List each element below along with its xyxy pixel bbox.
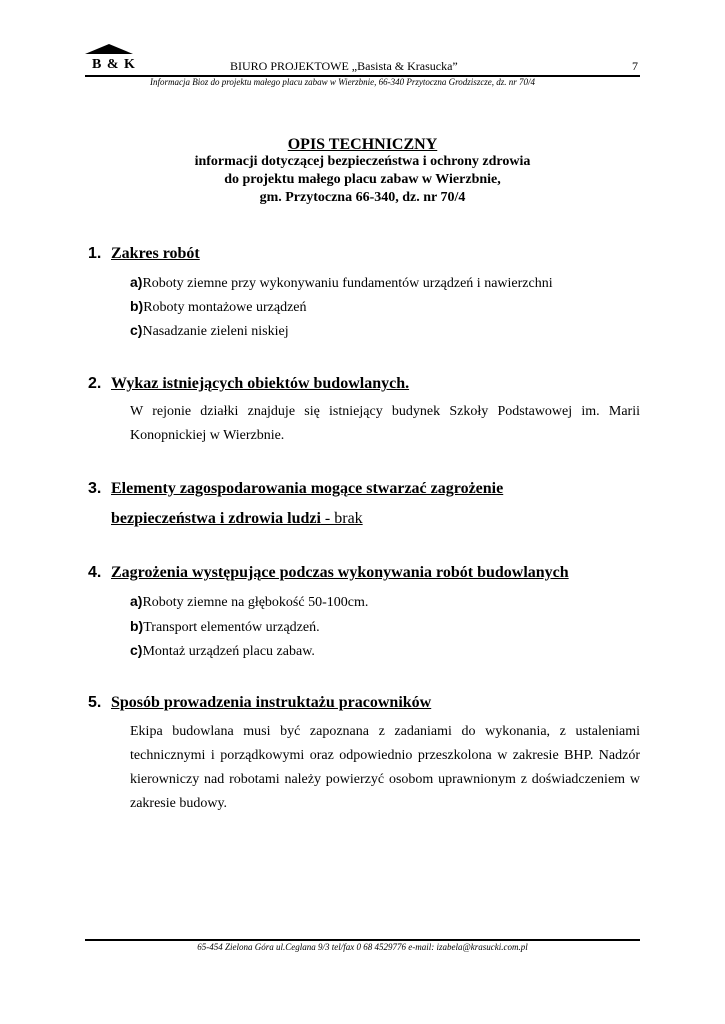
list-item-text: Roboty montażowe urządzeń [143,300,307,315]
section-title-continued [111,510,363,528]
list-item [130,642,315,660]
section-title: Zakres robót [111,245,200,262]
section-title-part: bezpieczeństwa i zdrowia ludzi [111,510,321,527]
list-item [130,322,289,340]
list-item [130,298,307,316]
list-item [130,274,553,292]
section-number: 3. [88,480,102,497]
footer-contact: 65-454 Zielona Góra ul.Ceglana 9/3 tel/fax 0 68 4529776 e-mail: izabela@krasucki.com.pl [197,942,528,952]
section-title: Elementy zagospodarowania mogące stwarzać zagrożenie [111,480,504,497]
subtitle-line-3: gm. Przytoczna 66-340, dz. nr 70/4 [259,190,466,205]
section-suffix: - brak [320,510,363,527]
section-number: 2. [88,375,102,392]
list-item-letter: c) [130,642,143,658]
list-item-letter: c) [130,322,143,338]
list-item [130,618,320,636]
logo-text: B & K [92,57,136,72]
section-number: 1. [88,245,102,262]
section-number: 5. [88,694,102,711]
section-paragraph: W rejonie działki znajduje się istniejący budynek Szkoły Podstawowej im. Marii Konopnickiej w Wierzbnie. [130,404,640,443]
subtitle-line-1: informacji dotyczącej bezpieczeństwa i ochrony zdrowia [194,154,531,169]
office-name: BIURO PROJEKTOWE „Basista & Krasucka” [230,59,458,73]
list-item-letter: b) [130,298,144,314]
page-number: 7 [632,59,638,73]
list-item-text: Transport elementów urządzeń. [143,620,320,635]
list-item [130,593,368,611]
subtitle-line-2: do projektu małego placu zabaw w Wierzbnie, [224,172,501,187]
logo-roof-icon [85,43,133,55]
document-title: OPIS TECHNICZNY [287,136,438,153]
list-item-text: Montaż urządzeń placu zabaw. [142,644,315,659]
list-item-letter: a) [130,593,143,609]
list-item-letter: b) [130,618,144,634]
header-info-line: Informacja Bioz do projektu małego placu zabaw w Wierzbnie, 66-340 Przytoczna Grodziszcze, dz. nr 70/4 [150,77,536,87]
list-item-text: Nasadzanie zieleni niskiej [142,324,289,339]
section-paragraph: Ekipa budowlana musi być zapoznana z zadaniami do wykonania, z ustaleniami technicznymi i porządkowymi oraz odpowiednio przeszkolona w zakresie BHP. Nadzór kierowniczy nad robotami należy powierzyć osobom uprawnionym z doświadczeniem w zakresie budowy. [130,724,640,811]
footer-divider [85,939,640,941]
list-item-text: Roboty ziemne na głębokość 50-100cm. [142,595,369,610]
section-title: Zagrożenia występujące podczas wykonywania robót budowlanych [111,564,569,581]
section-title: Sposób prowadzenia instruktażu pracowników [111,694,432,711]
section-number: 4. [88,564,102,581]
list-item-text: Roboty ziemne przy wykonywaniu fundamentów urządzeń i nawierzchni [142,276,553,291]
list-item-letter: a) [130,274,143,290]
section-title: Wykaz istniejących obiektów budowlanych. [111,375,410,392]
